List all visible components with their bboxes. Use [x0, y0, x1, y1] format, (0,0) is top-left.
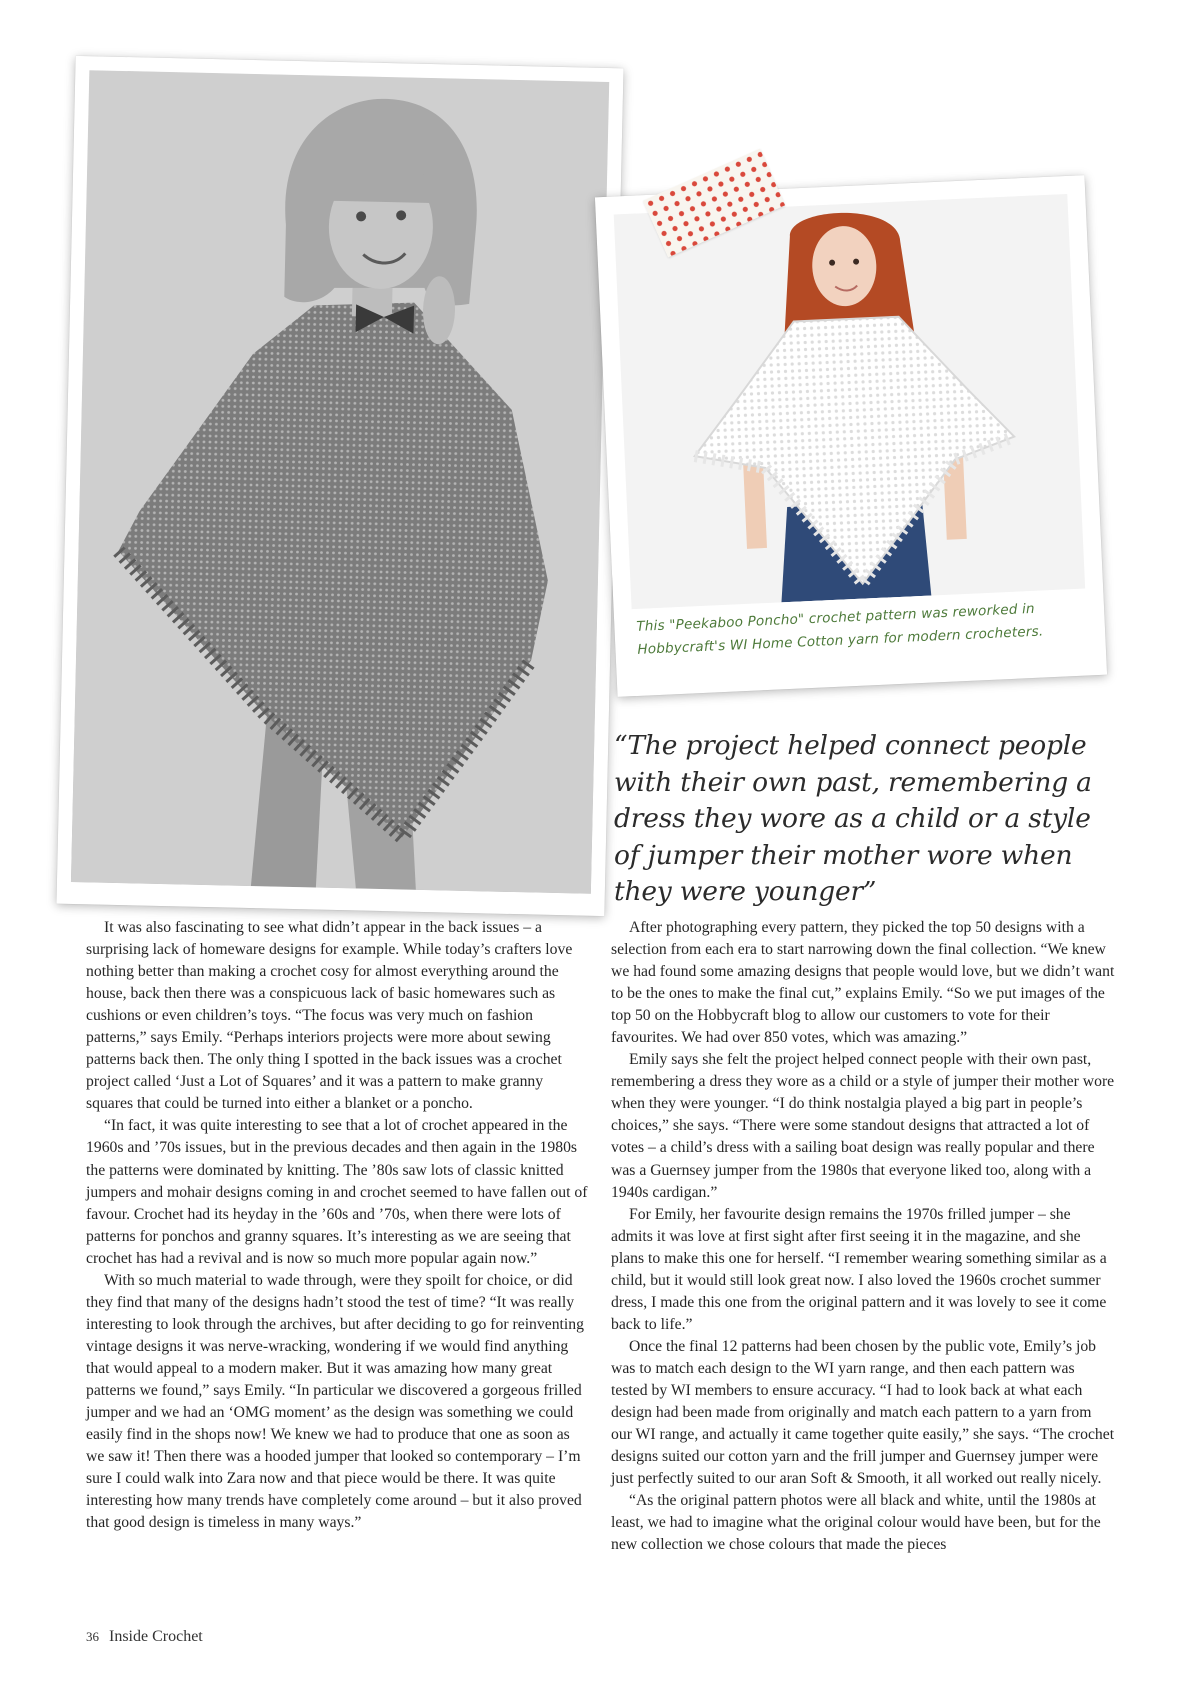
paragraph: “In fact, it was quite interesting to see that a lot of crochet appeared in the 1960s and ’70s issues, but in the previous decades and then again in the 1980s the patterns were dominated by knitting. The ’80s saw lots of classic knitted jumpers and mohair designs coming in and crochet seemed to have fallen out of favour. Crochet had its heyday in the ’60s and ’70s, when there were lots of patterns for ponchos and granny squares. It’s interesting as we are seeing that crochet has had a revival and is now so much more popular again now.”: [86, 1117, 588, 1267]
page-number: 36: [86, 1629, 99, 1644]
paragraph: For Emily, her favourite design remains the 1970s frilled jumper – she admits it was love at first sight after first seeing it in the magazine, and she plans to make this one for herself. “I remember wearing something similar as a child, but it would still look great now. I also loved the 1960s crochet summer dress, I made this one from the original pattern and it was lovely to see it come back to life.”: [611, 1205, 1107, 1333]
photo-caption: This "Peekaboo Poncho" crochet pattern was reworked in Hobbycraft's WI Home Cotton yarn for modern crocheters.: [636, 600, 1044, 658]
paragraph: After photographing every pattern, they picked the top 50 designs with a selection from each era to start narrowing down the final collection. “We knew we had found some amazing designs that people would love, but we didn’t want to be the ones to make the final cut,” explains Emily. “So we put images of the top 50 on the Hobbycraft blog to allow our customers to vote for their favourites. We had over 850 votes, which was amazing.”: [611, 919, 1115, 1047]
paragraph: “As the original pattern photos were all black and white, until the 1980s at least, we had to imagine what the original colour would have been, but for the new collection we chose colours that made the pieces: [611, 1492, 1101, 1554]
vintage-poncho-photo: [71, 70, 609, 894]
paragraph: With so much material to wade through, were they spoilt for choice, or did they find that many of the designs hadn’t stood the test of time? “It was really interesting to look through the archives, but after deciding to go for reinventing vintage designs it was nerve-wracking, wondering if we would find anything that would appeal to a modern maker. But it was amazing how many great patterns we found,” says Emily. “In particular we discovered a gorgeous frilled jumper and we had an ‘OMG moment’ as the design was something we could easily find in the shops now! We knew we had to produce that one as soon as we saw it! Then there was a hooded jumper that looked so contemporary – I’m sure I could walk into Zara now and that piece would be there. It was quite interesting how many trends have completely come around – but it also proved that good design is timeless in many ways.”: [86, 1271, 584, 1532]
paragraph: Emily says she felt the project helped connect people with their own past, remembering a dress they wore as a child or a style of jumper their mother wore when they were younger. “I do think nostalgia played a big part in people’s choices,” she says. “There were some standout designs that attracted a lot of votes – a child’s dress with a sailing boat design was really popular and there was a Guernsey jumper from the 1980s that everyone liked too, along with a 1940s cardigan.”: [611, 1051, 1115, 1201]
vintage-photo-frame: [56, 56, 623, 916]
publication-name: Inside Crochet: [109, 1628, 203, 1645]
body-column-right: [611, 917, 1115, 1556]
paragraph: It was also fascinating to see what didn’t appear in the back issues – a surprising lack of homeware designs for example. While today’s crafters love nothing better than making a crochet cosy for almost everything around the house, back then there was a conspicuous lack of basic homewares such as cushions or even children’s toys. “The focus was very much on fashion patterns,” says Emily. “Perhaps interiors projects were more about sewing patterns back then. The only thing I spotted in the back issues was a crochet project called ‘Just a Lot of Squares’ and it was a pattern to make granny squares that could be turned into either a blanket or a poncho.: [86, 919, 573, 1113]
paragraph: Once the final 12 patterns had been chosen by the public vote, Emily’s job was to match each design to the WI yarn range, and then each pattern was tested by WI members to ensure accuracy. “I had to look back at what each design had been made from originally and match each pattern to a yarn from our WI range, and actually it came together quite easily,” she says. “The crochet designs suited our cotton yarn and the frill jumper and Guernsey jumper were just perfectly suited to our aran Soft & Smooth, it all worked out really nicely.: [611, 1337, 1115, 1488]
page-footer: [86, 1628, 203, 1646]
body-column-left: [86, 917, 590, 1534]
modern-poncho-photo: [614, 194, 1085, 609]
pull-quote: “The project helped connect people with their own past, remembering a dress they wore as a child or a style of jumper their mother wore when they were younger”: [614, 730, 1092, 907]
modern-photo-icon: [614, 194, 1085, 609]
vintage-photo-icon: [71, 70, 609, 894]
